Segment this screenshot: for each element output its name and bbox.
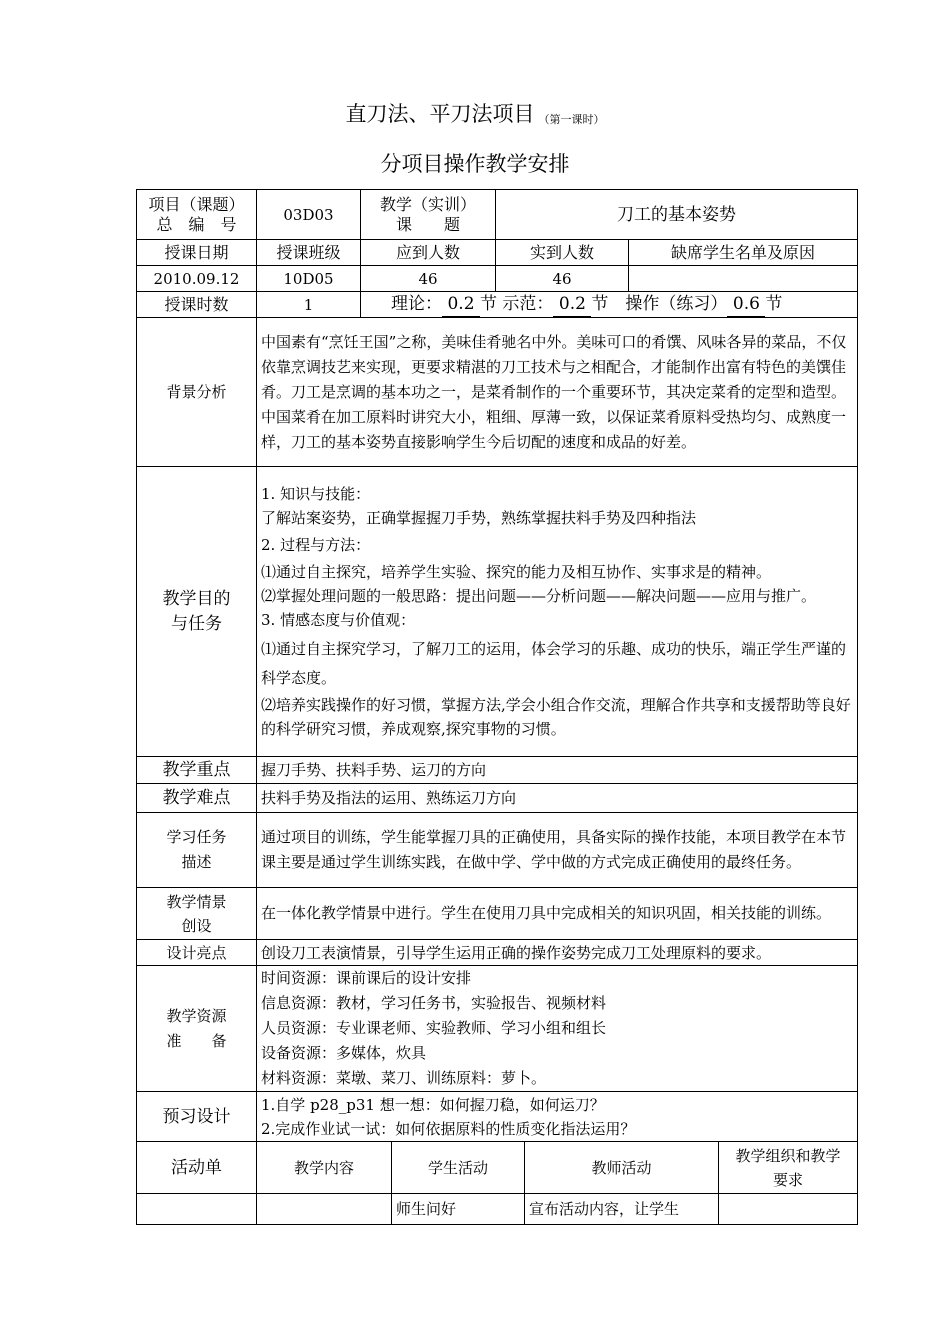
hours-breakdown: 理论： 0.2 节 示范： 0.2 节 操作（练习） 0.6 节 xyxy=(361,292,858,318)
hours-label: 授课时数 xyxy=(137,292,257,318)
class-label: 授课班级 xyxy=(257,240,361,266)
document-title xyxy=(0,98,950,128)
background-label: 背景分析 xyxy=(137,318,257,467)
row-task xyxy=(137,813,858,888)
row-difficulties xyxy=(137,784,858,813)
goal-line: ⑵掌握处理问题的一般思路：提出问题——分析问题——解决问题——应用与推广。 xyxy=(261,587,817,605)
document-subtitle: 分项目操作教学安排 xyxy=(380,152,570,176)
row-preview xyxy=(137,1092,858,1142)
absent-value xyxy=(629,266,858,292)
row-background xyxy=(137,318,858,467)
resources-text xyxy=(257,966,858,1092)
date-value: 2010.09.12 xyxy=(137,266,257,292)
preview-line: 1.自学 p28_p31 想一想：如何握刀稳，如何运刀？ xyxy=(261,1095,605,1114)
practice-hours: 0.6 xyxy=(727,292,765,317)
goal-line: 3. 情感态度与价值观： xyxy=(261,611,416,629)
demo-hours: 0.2 xyxy=(553,292,591,317)
row-headers xyxy=(137,240,858,266)
highlight-text: 创设刀工表演情景，引导学生运用正确的操作姿势完成刀工处理原料的要求。 xyxy=(257,940,858,966)
theory-hours: 0.2 xyxy=(442,292,480,317)
row-project xyxy=(137,190,858,240)
class-value: 10D05 xyxy=(257,266,361,292)
goal-line: ⑴通过自主探究学习，了解刀工的运用，体会学习的乐趣、成功的快乐，端正学生严谨的科学态度。 xyxy=(261,640,847,687)
date-label: 授课日期 xyxy=(137,240,257,266)
goals-label: 教学目的 与任务 xyxy=(137,467,257,757)
resource-line: 时间资源：课前课后的设计安排 xyxy=(261,969,472,987)
goal-line: 1. 知识与技能： xyxy=(261,485,371,503)
preview-line: 2.完成作业试一试：如何依据原料的性质变化指法运用？ xyxy=(261,1119,636,1138)
resources-label: 教学资源 准 备 xyxy=(137,966,257,1092)
actual-count-label: 实到人数 xyxy=(496,240,629,266)
project-code-label: 项目（课题） 总 编 号 xyxy=(137,190,257,240)
expected-count-label: 应到人数 xyxy=(361,240,496,266)
highlight-label: 设计亮点 xyxy=(137,940,257,966)
row-activity-first xyxy=(137,1194,858,1225)
row-values xyxy=(137,266,858,292)
lesson-title-value: 刀工的基本姿势 xyxy=(496,190,858,240)
scenario-text: 在一体化教学情景中进行。学生在使用刀具中完成相关的知识巩固，相关技能的训练。 xyxy=(257,888,858,940)
preview-label: 预习设计 xyxy=(137,1092,257,1142)
row-resources xyxy=(137,966,858,1092)
lesson-plan-table xyxy=(136,189,858,1225)
goal-line: 2. 过程与方法： xyxy=(261,536,371,554)
goals-text xyxy=(257,467,858,757)
resource-line: 信息资源：教材，学习任务书，实验报告、视频材料 xyxy=(261,994,607,1012)
actual-count-value: 46 xyxy=(496,266,629,292)
activity-col-content: 教学内容 xyxy=(257,1142,392,1194)
task-label: 学习任务 描述 xyxy=(137,813,257,888)
goal-line: ⑴通过自主探究，培养学生实验、探究的能力及相互协作、实事求是的精神。 xyxy=(261,563,772,581)
key-points-text: 握刀手势、扶料手势、运刀的方向 xyxy=(257,757,858,784)
lesson-title-label: 教学（实训） 课 题 xyxy=(361,190,496,240)
goal-line: ⑵培养实践操作的好习惯，掌握方法,学会小组合作交流，理解合作共享和支援帮助等良好的科学研究习惯，养成观察,探究事物的习惯。 xyxy=(261,696,851,738)
difficulties-label: 教学难点 xyxy=(137,784,257,813)
key-points-label: 教学重点 xyxy=(137,757,257,784)
row-scenario xyxy=(137,888,858,940)
absent-label: 缺席学生名单及原因 xyxy=(629,240,858,266)
expected-count-value: 46 xyxy=(361,266,496,292)
title-session-note: （第一课时） xyxy=(538,113,605,126)
hours-value: 1 xyxy=(257,292,361,318)
preview-text xyxy=(257,1092,858,1142)
task-text: 通过项目的训练，学生能掌握刀具的正确使用，具备实际的操作技能，本项目教学在本节课主要是通过学生训练实践，在做中学、学中做的方式完成正确使用的最终任务。 xyxy=(257,813,858,888)
activity-cell-teacher: 宣布活动内容，让学生 xyxy=(525,1194,719,1225)
row-hours xyxy=(137,292,858,318)
goal-line: 了解站案姿势，正确掌握握刀手势，熟练掌握扶料手势及四种指法 xyxy=(261,509,697,527)
resource-line: 材料资源：菜墩、菜刀、训练原料：萝卜。 xyxy=(261,1069,547,1087)
row-highlight xyxy=(137,940,858,966)
resource-line: 设备资源：多媒体，炊具 xyxy=(261,1044,427,1062)
resource-line: 人员资源：专业课老师、实验教师、学习小组和组长 xyxy=(261,1019,607,1037)
scenario-label: 教学情景 创设 xyxy=(137,888,257,940)
title-main: 直刀法、平刀法项目 xyxy=(345,102,535,126)
activity-col-requirements: 教学组织和教学 要求 xyxy=(719,1142,858,1194)
activity-cell xyxy=(719,1194,858,1225)
activity-cell xyxy=(137,1194,257,1225)
activity-cell-student: 师生问好 xyxy=(392,1194,525,1225)
project-code-value: 03D03 xyxy=(257,190,361,240)
activity-col-teacher: 教师活动 xyxy=(525,1142,719,1194)
activity-label: 活动单 xyxy=(137,1142,257,1194)
row-activity-header xyxy=(137,1142,858,1194)
background-text: 中国素有“烹饪王国”之称，美味佳肴驰名中外。美味可口的肴馔、风味各异的菜品，不仅依靠烹调技艺来实现，更要求精湛的刀工技术与之相配合，才能制作出富有特色的美馔佳肴。刀工是烹调的基本功之一，是菜肴制作的一个重要环节，其决定菜肴的定型和造型。中国菜肴在加工原料时讲究大小，粗细、厚薄一致，以保证菜肴原料受热均匀、成熟度一样，刀工的基本姿势直接影响学生今后切配的速度和成品的好差。 xyxy=(257,318,858,467)
activity-cell xyxy=(257,1194,392,1225)
activity-col-student: 学生活动 xyxy=(392,1142,525,1194)
difficulties-text: 扶料手势及指法的运用、熟练运刀方向 xyxy=(257,784,858,813)
row-key-points xyxy=(137,757,858,784)
row-goals xyxy=(137,467,858,757)
